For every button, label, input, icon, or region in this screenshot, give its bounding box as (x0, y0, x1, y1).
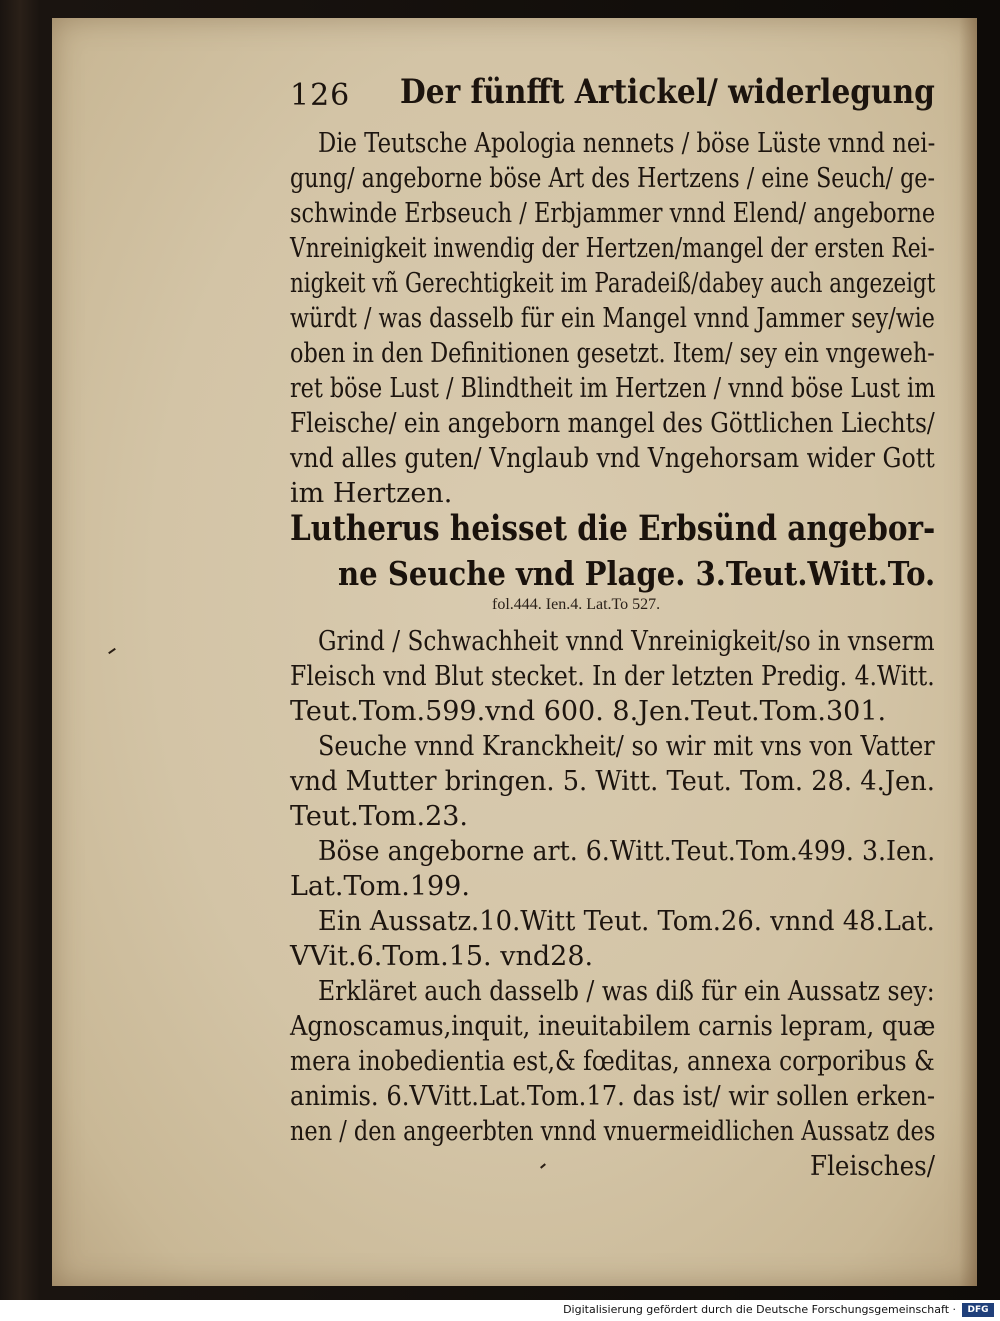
p2-line-2: Fleisch vnd Blut stecket. In der letzten Predig. 4.Witt. (290, 661, 935, 692)
p2-line-12: Agnoscamus,inquit, ineuitabilem carnis lepram, quæ (290, 1011, 936, 1042)
p1-line-7: oben in den Definitionen gesetzt. Item/ sey ein vngeweh- (290, 338, 935, 369)
p2-line-11: Erkläret auch dasselb / was diß für ein Aussatz sey: (318, 976, 935, 1007)
page-edge-shadow (959, 18, 977, 1286)
footer-bar (0, 1300, 1000, 1321)
p2-line-3: Teut.Tom.599.vnd 600. 8.Jen.Teut.Tom.301. (290, 696, 887, 727)
p2-line-14: animis. 6.VVitt.Lat.Tom.17. das ist/ wir sollen erken- (290, 1081, 935, 1112)
running-title: Der fünfft Artickel/ widerlegung (400, 72, 935, 112)
p2-line-16: Fleisches/ (810, 1151, 936, 1182)
p2-line-5: vnd Mutter bringen. 5. Witt. Teut. Tom. 28. 4.Jen. (290, 766, 935, 797)
p1-line-3: schwinde Erbseuch / Erbjammer vnnd Elend/ angeborne (290, 198, 936, 229)
p2-line-10: VVit.6.Tom.15. vnd28. (290, 941, 594, 972)
section-heading-reference: fol.444. Ien.4. Lat.To 527. (492, 596, 661, 613)
p1-line-1: Die Teutsche Apologia nennets / böse Lüste vnnd nei- (318, 128, 936, 159)
p2-line-13: mera inobedientia est,& fœditas, annexa corporibus & (290, 1046, 935, 1077)
p1-line-9: Fleische/ ein angeborn mangel des Göttlichen Liechts/ (290, 408, 935, 439)
p2-line-8: Lat.Tom.199. (290, 871, 470, 902)
page-number: 126 (290, 78, 351, 113)
p1-line-8: ret böse Lust / Blindtheit im Hertzen / vnnd böse Lust im (290, 373, 936, 404)
p2-line-1: Grind / Schwachheit vnnd Vnreinigkeit/so in vnserm (318, 626, 935, 657)
p2-line-15: nen / den angeerbten vnnd vnuermeidlichen Aussatz des (290, 1116, 936, 1147)
section-heading-line-2: ne Seuche vnd Plage. 3.Teut.Witt.To. (338, 554, 936, 593)
p1-line-11: im Hertzen. (290, 478, 453, 509)
p1-line-4: Vnreinigkeit inwendig der Hertzen/mangel der ersten Rei- (290, 233, 935, 264)
p2-line-6: Teut.Tom.23. (290, 801, 469, 832)
section-heading-line-1: Lutherus heisset die Erbsünd angebor- (290, 508, 936, 549)
p2-line-4: Seuche vnnd Kranckheit/ so wir mit vns von Vatter (318, 731, 935, 762)
dfg-logo: DFG (962, 1303, 994, 1317)
p2-line-7: Böse angeborne art. 6.Witt.Teut.Tom.499. 3.Ien. (318, 836, 936, 867)
footer-credit: Digitalisierung gefördert durch die Deutsche Forschungsgemeinschaft · (563, 1303, 956, 1316)
p1-line-6: würdt / was dasselb für ein Mangel vnnd Jammer sey/wie (290, 303, 935, 334)
p1-line-5: nigkeit vñ Gerechtigkeit im Paradeiß/dabey auch angezeigt (290, 268, 936, 299)
p1-line-10: vnd alles guten/ Vnglaub vnd Vngehorsam wider Gott (290, 443, 935, 474)
p2-line-9: Ein Aussatz.10.Witt Teut. Tom.26. vnnd 48.Lat. (318, 906, 935, 937)
page-header (290, 72, 935, 124)
p1-line-2: gung/ angeborne böse Art des Hertzens / eine Seuch/ ge- (290, 163, 935, 194)
